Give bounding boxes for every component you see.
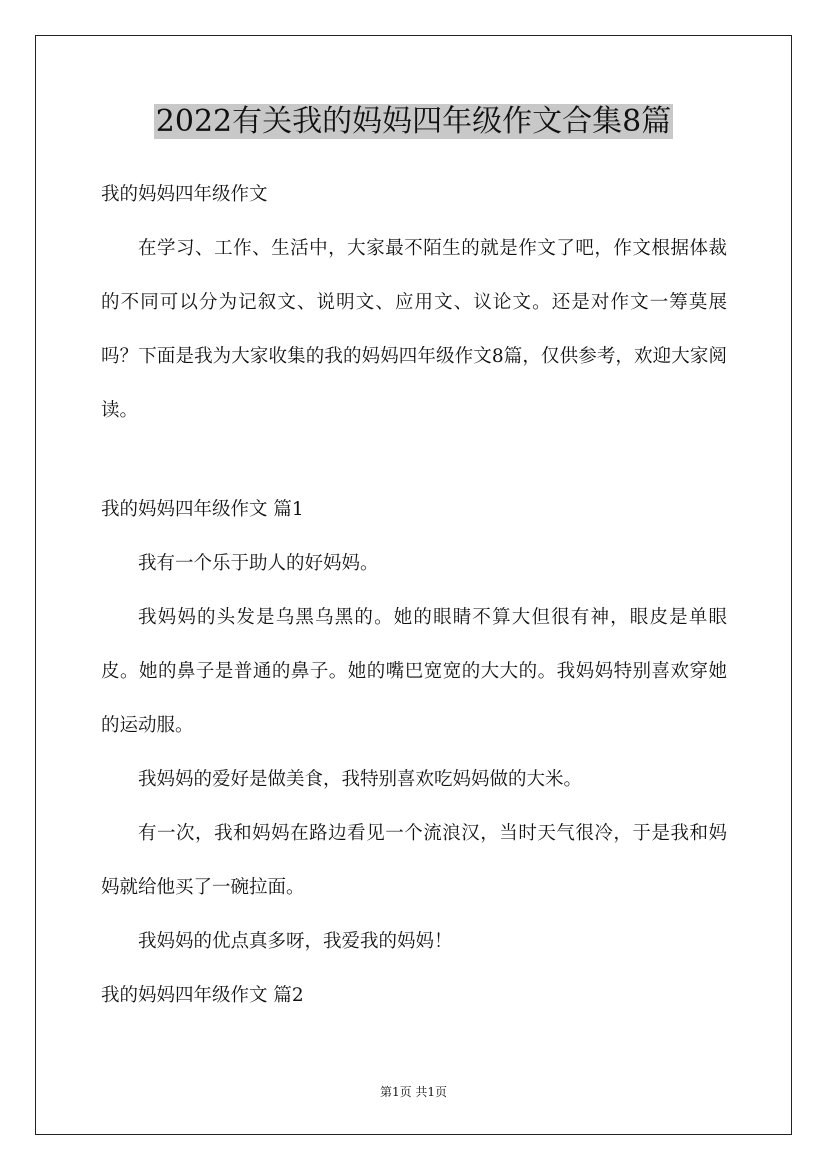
section-1-paragraph-2: 我妈妈的头发是乌黑乌黑的。她的眼睛不算大但很有神，眼皮是单眼皮。她的鼻子是普通的鼻子。她的嘴巴宽宽的大大的。我妈妈特别喜欢穿她的运动服。: [101, 607, 727, 736]
document-title: [0, 100, 827, 144]
section-1-heading: 我的妈妈四年级作文 篇1: [101, 499, 304, 520]
section-1-paragraph-5: 我妈妈的优点真多呀，我爱我的妈妈！: [138, 931, 453, 952]
section-2-heading: 我的妈妈四年级作文 篇2: [101, 985, 304, 1006]
section-1-paragraph-1: 我有一个乐于助人的好妈妈。: [138, 553, 379, 574]
intro-paragraph: 在学习、工作、生活中，大家最不陌生的就是作文了吧，作文根据体裁的不同可以分为记叙文、说明文、应用文、议论文。还是对作文一筹莫展吗？下面是我为大家收集的我的妈妈四年级作文8篇，仅供参考，欢迎大家阅读。: [101, 238, 727, 421]
section-1-paragraph-3: 我妈妈的爱好是做美食，我特别喜欢吃妈妈做的大米。: [138, 769, 583, 790]
section-1-paragraph-4: 有一次，我和妈妈在路边看见一个流浪汉，当时天气很冷，于是我和妈妈就给他买了一碗拉面。: [101, 823, 727, 898]
page-footer: 第1页 共1页: [379, 1085, 448, 1099]
intro-heading: 我的妈妈四年级作文: [101, 184, 268, 205]
section-spacer: [101, 438, 727, 483]
document-body: [101, 168, 727, 1023]
document-title-text: 2022有关我的妈妈四年级作文合集8篇: [155, 104, 672, 139]
